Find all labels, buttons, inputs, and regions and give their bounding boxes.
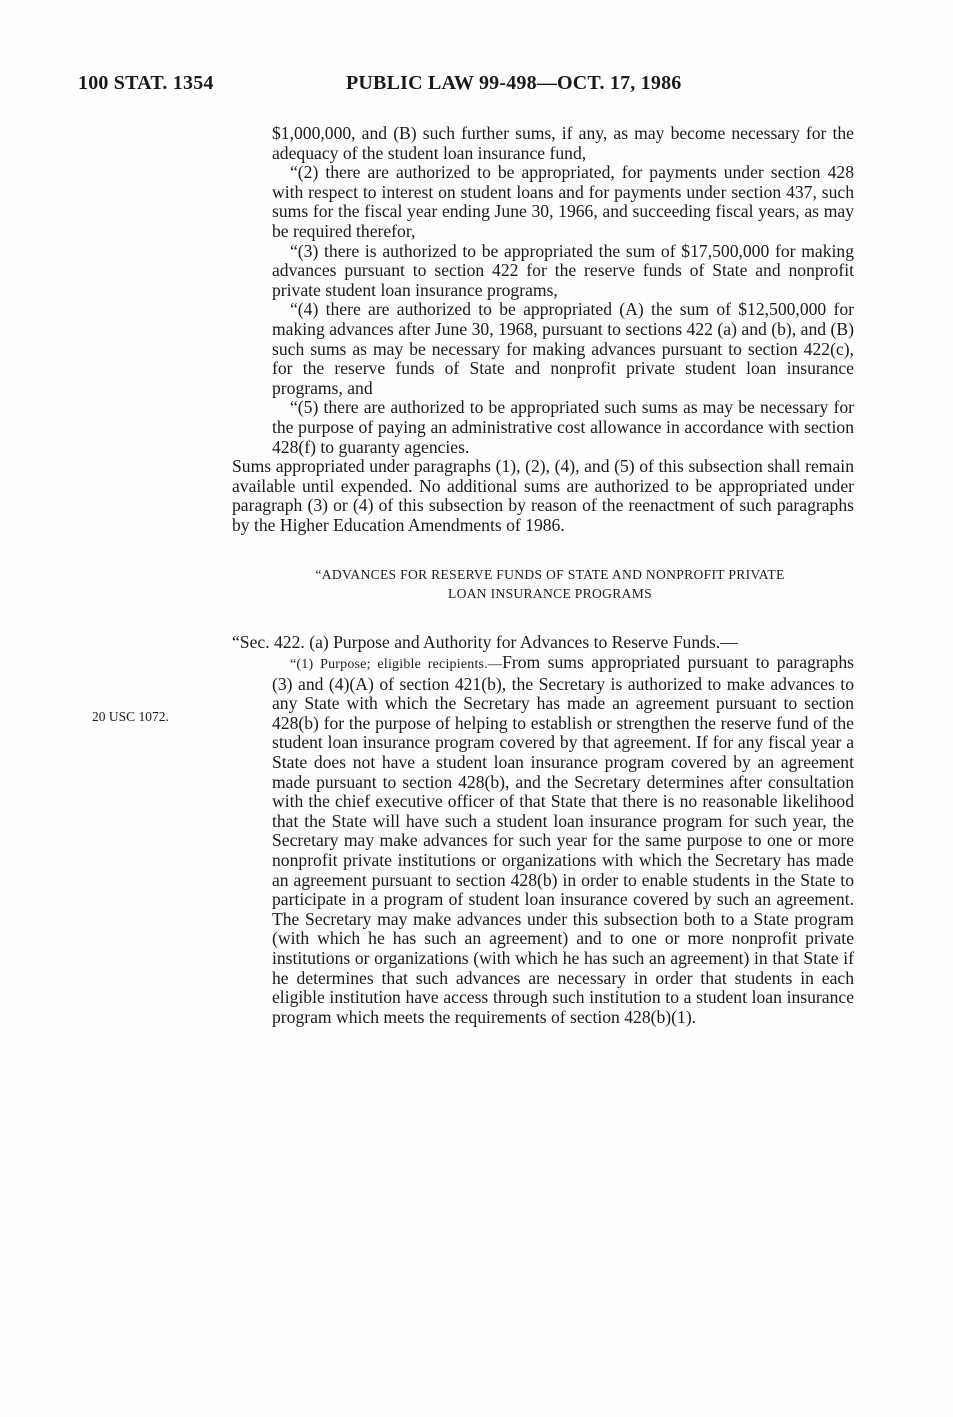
page-header xyxy=(78,72,728,102)
paragraph-continuation: $1,000,000, and (B) such further sums, if any, as may become necessary for the adequacy of the student loan insurance fund, xyxy=(272,123,854,163)
subsection-a-label: (a) Purpose and Authority for Advances to Reserve Funds.— xyxy=(309,632,738,653)
document-body xyxy=(232,124,854,1027)
public-law-title: PUBLIC LAW 99-498—OCT. 17, 1986 xyxy=(346,72,682,94)
paragraph-1-text: From sums appropriated pursuant to paragraphs (3) and (4)(A) of section 421(b), the Secretary is authorized to make advances to any State with which the Secretary has made an agreement pursuant to section 428(b) for the purpose of helping to establish or strengthen the reserve fund of the student loan insurance program covered by that agreement. If for any fiscal year a State does not have a student loan insurance program covered by an agreement made pursuant to section 428(b), and the Secretary determines after consultation with the chief executive officer of that State that there is no reasonable likelihood that the State will have such a student loan insurance program for such year, the Secretary may make advances for such year for the same purpose to one or more nonprofit private institutions or organizations with which the Secretary has made an agreement pursuant to section 428(b) in order to enable students in the State to participate in a program of student loan insurance covered by such an agreement. The Secretary may make advances under this subsection both to a State program (with which he has such an agreement) and to one or more nonprofit private institutions or organizations (with which he has such an agreement) in that State if he determines that such advances are necessary in order that students in each eligible institution have access through such institution to a student loan insurance program which meets the requirements of section 428(b)(1). xyxy=(272,652,854,1027)
usc-margin-citation: 20 USC 1072. xyxy=(92,709,169,724)
paragraph-5: “(5) there are authorized to be appropriated such sums as may be necessary for the purpose of paying an administrative cost allowance in accordance with section 428(f) to guaranty agencies. xyxy=(272,397,854,457)
paragraph-4: “(4) there are authorized to be appropriated (A) the sum of $12,500,000 for making advances after June 30, 1968, pursuant to sections 422 (a) and (b), and (B) such sums as may be necessary for making advances pursuant to section 422(c), for the reserve funds of State and nonprofit private student loan insurance programs, and xyxy=(272,299,854,398)
section-label: “Sec. 422. xyxy=(232,632,305,653)
section-heading xyxy=(232,565,854,603)
statute-page-reference: 100 STAT. 1354 xyxy=(78,72,214,94)
paragraph-3: “(3) there is authorized to be appropriated the sum of $17,500,000 for making advances pursuant to section 422 for the reserve funds of State and nonprofit private student loan insurance programs, xyxy=(272,240,854,300)
section-heading-line-2: LOAN INSURANCE PROGRAMS xyxy=(447,586,653,602)
paragraph-purpose-eligible-recipients xyxy=(232,653,854,1027)
paragraph-2: “(2) there are authorized to be appropriated, for payments under section 428 with respect to interest on student loans and for payments under section 437, such sums for the fiscal year ending June 30, 1966, and succeeding fiscal years, as may be required therefor, xyxy=(272,162,854,241)
section-heading-line-1: “ADVANCES FOR RESERVE FUNDS OF STATE AND NONPROFIT PRIVATE xyxy=(315,567,785,583)
section-422-intro xyxy=(232,633,854,653)
sums-appropriated-paragraph: Sums appropriated under paragraphs (1), (2), (4), and (5) of this subsection shall remain available until expended. No additional sums are authorized to be appropriated under paragraph (3) or (4) of this subsection by reason of the reenactment of such paragraphs by the Higher Education Amendments of 1986. xyxy=(232,456,854,535)
paragraph-1-label: “(1) Purpose; eligible recipients.— xyxy=(290,657,503,673)
